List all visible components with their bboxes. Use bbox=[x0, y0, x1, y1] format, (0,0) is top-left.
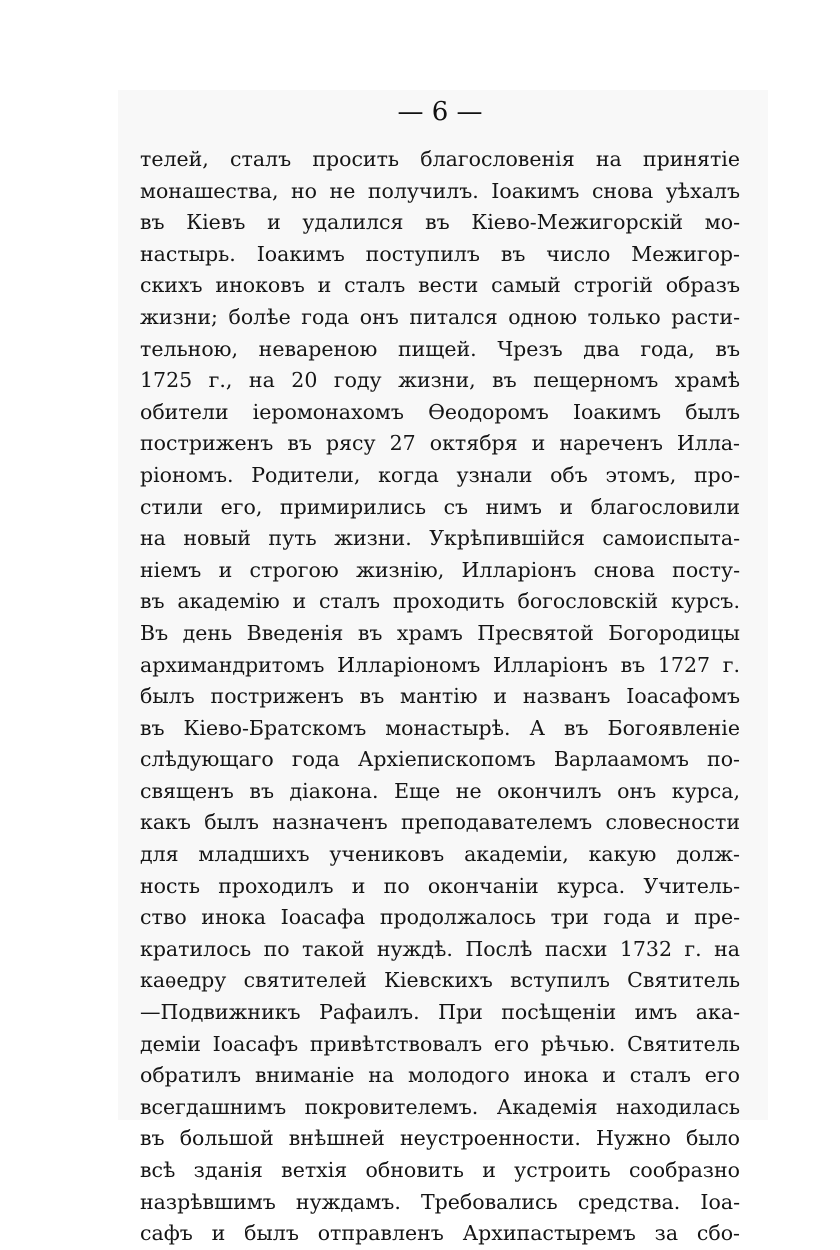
text-line: обители іеромонахомъ Ѳеодоромъ Іоакимъ былъ bbox=[140, 399, 740, 424]
text-line: сафъ и былъ отправленъ Архипастыремъ за сбо- bbox=[140, 1221, 740, 1246]
text-line: на новый путь жизни. Укрѣпившійся самоиспыта- bbox=[140, 526, 740, 551]
text-line: жизни; болѣе года онъ питался одною только расти- bbox=[140, 304, 740, 329]
text-line: въ Кіевъ и удалился въ Кіево-Межигорскій мо- bbox=[140, 210, 740, 235]
text-line: былъ постриженъ въ мантію и названъ Іоасафомъ bbox=[140, 684, 740, 709]
text-line: слѣдующаго года Архіепископомъ Варлаамомъ по- bbox=[140, 747, 740, 772]
text-line: постриженъ въ рясу 27 октября и нареченъ Илла- bbox=[140, 431, 740, 456]
text-line: въ академію и сталъ проходить богословскій курсъ. bbox=[140, 589, 740, 614]
text-line: монашества, но не получилъ. Іоакимъ снова уѣхалъ bbox=[140, 178, 740, 203]
text-line: въ большой внѣшней неустроенности. Нужно было bbox=[140, 1126, 740, 1151]
text-line: священъ въ діакона. Еще не окончилъ онъ курса, bbox=[140, 778, 740, 803]
text-line: всегдашнимъ покровителемъ. Академія находилась bbox=[140, 1094, 740, 1119]
text-line: тельною, невареною пищей. Чрезъ два года, въ bbox=[140, 336, 740, 361]
text-line: —Подвижникъ Рафаилъ. При посѣщеніи имъ ака- bbox=[140, 1000, 740, 1025]
text-line: каѳедру святителей Кіевскихъ вступилъ Святитель bbox=[140, 968, 740, 993]
page-number: — 6 — bbox=[397, 97, 483, 127]
text-line: ность проходилъ и по окончаніи курса. Учитель- bbox=[140, 873, 740, 898]
text-line: Въ день Введенія въ храмъ Пресвятой Богородицы bbox=[140, 620, 740, 645]
text-line: кратилось по такой нуждѣ. Послѣ пасхи 1732 г. на bbox=[140, 936, 740, 961]
text-line: для младшихъ учениковъ академіи, какую долж- bbox=[140, 842, 740, 867]
text-line: телей, сталъ просить благословенія на принятіе bbox=[140, 147, 740, 171]
text-line: деміи Іоасафъ привѣтствовалъ его рѣчью. Святитель bbox=[140, 1031, 740, 1056]
text-line: ніемъ и строгою жизнію, Илларіонъ снова посту- bbox=[140, 557, 740, 582]
text-line: стили его, примирились съ нимъ и благословили bbox=[140, 494, 740, 519]
text-line: какъ былъ назначенъ преподавателемъ словесности bbox=[140, 810, 740, 835]
text-line: обратилъ вниманіе на молодого инока и сталъ его bbox=[140, 1063, 740, 1088]
text-line: архимандритомъ Илларіономъ Илларіонъ въ 1727 г. bbox=[140, 652, 740, 677]
text-line: 1725 г., на 20 году жизни, въ пещерномъ храмѣ bbox=[140, 368, 740, 393]
text-line: ство инока Іоасафа продолжалось три года и пре- bbox=[140, 905, 740, 930]
body-text bbox=[140, 144, 740, 1250]
text-line: скихъ иноковъ и сталъ вести самый строгій образъ bbox=[140, 273, 740, 298]
text-line: всѣ зданія ветхія обновить и устроить сообразно bbox=[140, 1158, 740, 1182]
text-line: ріономъ. Родители, когда узнали объ этомъ, про- bbox=[140, 462, 740, 487]
text-line: въ Кіево-Братскомъ монастырѣ. А въ Богоявленіе bbox=[140, 715, 740, 740]
text-line: назрѣвшимъ нуждамъ. Требовались средства. Іоа- bbox=[140, 1189, 740, 1214]
text-line: настырь. Іоакимъ поступилъ въ число Межигор- bbox=[140, 241, 740, 266]
